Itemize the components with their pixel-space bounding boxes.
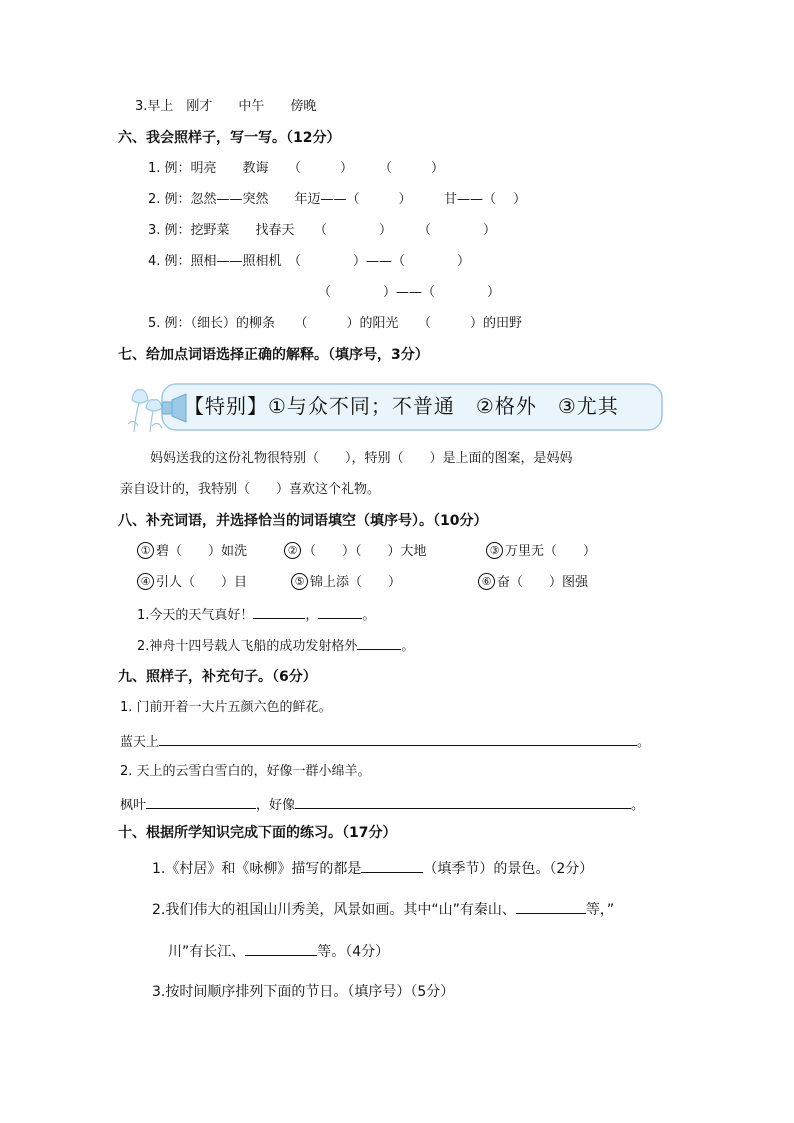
s10-q1-text: 1.《村居》和《咏柳》描写的都是 [152,861,362,877]
s10-q1-tail: （填季节）的景色。（2分） [423,861,594,877]
sec7-paragraph-2: 亲自设计的，我特别（ ）喜欢这个礼物。 [120,482,381,497]
sec7-title: 七、给加点词语选择正确的解释。（填序号，3分） [118,347,429,363]
word-6 [478,573,588,592]
num-3: ③ [486,542,503,559]
fill2-prefix: 枫叶 [120,798,147,813]
s10-q2-cont-tail: 等。（4分） [317,944,390,960]
s10-q2-cont-text: 川”有长江、 [168,944,246,960]
sec6-title: 六、我会照样子，写一写。（12分） [118,130,341,146]
sec8-title: 八、补充词语，并选择恰当的词语填空（填序号）。（10分） [118,513,488,529]
sec6-line-3: 3. 例：挖野菜 找春天 （ ） （ ） [148,223,497,238]
sec6-line-4a: 4. 例：照相——照相机 （ ）——（ ） [148,254,471,269]
sec6-line-1: 1. 例：明亮 教诲 （ ） （ ） [148,161,445,176]
q2-end: 。 [401,639,415,654]
word-4 [137,573,247,592]
q1-text: 1.今天的天气真好！ [137,608,254,623]
num-2: ② [284,542,301,559]
sec7-paragraph-1: 妈妈送我的这份礼物很特别（ ），特别（ ）是上面的图案，是妈妈 [150,451,573,466]
fill2-blank-1[interactable] [146,794,256,809]
q1-blank-1[interactable] [253,604,305,619]
word-3-text: 万里无（ ） [505,544,597,559]
word-3 [486,542,596,561]
num-5: ⑤ [291,573,308,590]
sec8-question-1 [137,604,375,625]
q2-blank[interactable] [357,635,401,650]
fill2-blank-2[interactable] [295,794,631,809]
word-1 [137,542,247,561]
s10-q1-blank[interactable] [361,858,423,873]
sec8-question-2 [137,635,414,656]
s10-q2-blank-2[interactable] [245,941,317,956]
word-4-text: 引人（ ）目 [156,575,248,590]
word-5-text: 锦上添（ ） [310,575,402,590]
definition-banner [122,378,667,436]
sec10-question-2-cont [168,941,389,961]
sec6-line-2: 2. 例：忽然——突然 年迈——（ ） 甘——（ ） [148,192,527,207]
fill2-end: 。 [631,798,645,813]
sec10-question-1 [152,858,593,878]
sec9-example-2: 2. 天上的云雪白雪白的，好像一群小绵羊。 [120,764,371,779]
q1-end: 。 [362,608,376,623]
num-4: ④ [137,573,154,590]
word-5 [291,573,401,592]
sec9-fill-1 [120,731,650,752]
sec10-question-3: 3.按时间顺序排列下面的节日。（填序号）（5分） [152,984,455,1000]
word-2 [284,542,427,561]
sec9-title: 九、照样子，补充句子。（6分） [118,669,317,685]
word-6-text: 奋（ ）图强 [497,575,589,590]
fill2-mid: ，好像 [256,798,296,813]
sec5-item-3: 3.早上 刚才 中午 傍晚 [135,99,317,114]
sec6-line-4b: （ ）——（ ） [318,285,501,300]
num-1: ① [137,542,154,559]
word-1-text: 碧（ ）如洗 [156,544,248,559]
s10-q2-text: 2.我们伟大的祖国山川秀美，风景如画。其中“山”有秦山、 [152,902,516,918]
s10-q2-blank-1[interactable] [516,899,586,914]
fill1-end: 。 [637,735,651,750]
num-6: ⑥ [478,573,495,590]
fill1-prefix: 蓝天上 [120,735,160,750]
q1-sep: ， [305,608,319,623]
sec9-example-1: 1. 门前开着一大片五颜六色的鲜花。 [120,700,332,715]
sec6-line-5: 5. 例：（细长）的柳条 （ ）的阳光 （ ）的田野 [148,316,523,331]
q2-text: 2.神舟十四号载人飞船的成功发射格外 [137,639,358,654]
sec10-question-2 [152,899,614,919]
sec9-fill-2 [120,794,644,815]
sec10-title: 十、根据所学知识完成下面的练习。（17分） [118,825,397,841]
word-2-text: （ ）（ ）大地 [303,544,427,559]
definition-text: 【特别】①与众不同；不普通 ②格外 ③尤其 [184,394,619,418]
fill1-blank[interactable] [159,731,637,746]
q1-blank-2[interactable] [318,604,362,619]
s10-q2-tail: 等，” [585,902,615,918]
